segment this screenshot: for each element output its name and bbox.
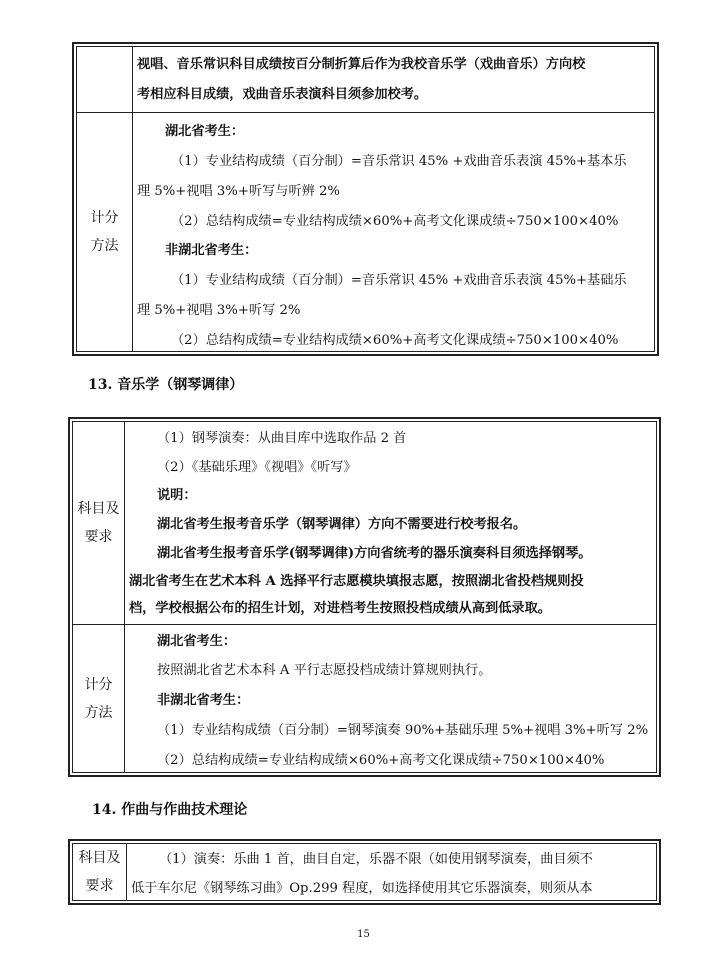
row-label-subjects-requirements bbox=[73, 422, 125, 624]
table-row bbox=[73, 844, 656, 900]
row-label-empty bbox=[77, 47, 133, 112]
row-content bbox=[133, 47, 654, 112]
row-content bbox=[133, 113, 654, 351]
requirement-line: （1）钢琴演奏：从曲目库中选取作品 2 首 bbox=[157, 431, 407, 446]
row-content bbox=[125, 422, 656, 624]
formula-line: （2）总结构成绩=专业结构成绩×60%+高考文化课成绩÷750×100×40% bbox=[157, 753, 605, 768]
subheading-hubei: 湖北省考生： bbox=[165, 124, 245, 139]
table-composition bbox=[68, 839, 661, 905]
rule-line: 按照湖北省艺术本科 A 平行志愿投档成绩计算规则执行。 bbox=[157, 663, 492, 678]
section-heading-13: 13. 音乐学（钢琴调律） bbox=[88, 377, 244, 393]
subheading-hubei: 湖北省考生： bbox=[157, 634, 237, 649]
formula-line: （1）专业结构成绩（百分制）=音乐常识 45% +戏曲音乐表演 45%+基础乐 bbox=[171, 273, 627, 288]
row-label-scoring-method bbox=[77, 113, 133, 351]
table-row bbox=[73, 422, 656, 624]
label-line: 科目及 bbox=[78, 850, 121, 866]
label-line: 计分 bbox=[90, 210, 119, 226]
section-heading-14: 14. 作曲与作曲技术理论 bbox=[92, 802, 248, 818]
requirement-line: （2）《基础乐理》《视唱》《听写》 bbox=[157, 460, 357, 475]
row-label-subjects-requirements bbox=[73, 844, 127, 900]
formula-line: 理 5%+视唱 3%+听写 2% bbox=[137, 303, 301, 318]
note-heading: 说明： bbox=[157, 488, 197, 503]
row-content bbox=[125, 625, 656, 772]
note-line: 湖北省考生报考音乐学（钢琴调律）方向不需要进行校考报名。 bbox=[157, 517, 527, 532]
note-line: 湖北省考生报考音乐学(钢琴调律)方向省统考的器乐演奏科目须选择钢琴。 bbox=[157, 546, 592, 561]
text-line: 视唱、音乐常识科目成绩按百分制折算后作为我校音乐学（戏曲音乐）方向校 bbox=[137, 57, 586, 72]
label-line: 计分 bbox=[84, 676, 113, 693]
table-row bbox=[73, 624, 656, 772]
formula-line: 理 5%+视唱 3%+听写与听辨 2% bbox=[137, 184, 340, 199]
table-row bbox=[77, 47, 654, 112]
table-row bbox=[77, 112, 654, 351]
label-line: 方法 bbox=[90, 238, 119, 254]
label-line: 要求 bbox=[85, 878, 114, 894]
table-piano-tuning bbox=[68, 417, 661, 777]
formula-line: （1）专业结构成绩（百分制）=钢琴演奏 90%+基础乐理 5%+视唱 3%+听写 2% bbox=[157, 723, 649, 738]
row-label-scoring-method bbox=[73, 625, 125, 772]
label-line: 方法 bbox=[84, 704, 113, 721]
page-number: 15 bbox=[357, 929, 370, 940]
formula-line: （1）专业结构成绩（百分制）=音乐常识 45% +戏曲音乐表演 45%+基本乐 bbox=[171, 154, 627, 169]
note-line: 档，学校根据公布的招生计划，对进档考生按照投档成绩从高到低录取。 bbox=[129, 601, 551, 616]
table-drama-music-continued bbox=[72, 42, 659, 356]
requirement-line: （1）演奏：乐曲 1 首，曲目自定，乐器不限（如使用钢琴演奏，曲目须不 bbox=[159, 852, 593, 867]
label-line: 科目及 bbox=[77, 501, 120, 517]
note-line: 湖北省考生在艺术本科 A 选择平行志愿模块填报志愿，按照湖北省投档规则投 bbox=[129, 574, 584, 589]
label-line: 要求 bbox=[84, 529, 113, 545]
subheading-non-hubei: 非湖北省考生： bbox=[157, 693, 250, 708]
row-content bbox=[127, 844, 656, 900]
requirement-line: 低于车尔尼《钢琴练习曲》Op.299 程度，如选择使用其它乐器演奏，则须从本 bbox=[131, 881, 593, 896]
formula-line: （2）总结构成绩=专业结构成绩×60%+高考文化课成绩÷750×100×40% bbox=[171, 214, 619, 229]
text-line: 考相应科目成绩，戏曲音乐表演科目须参加校考。 bbox=[137, 87, 428, 102]
subheading-non-hubei: 非湖北省考生： bbox=[165, 243, 258, 258]
formula-line: （2）总结构成绩=专业结构成绩×60%+高考文化课成绩÷750×100×40% bbox=[171, 333, 619, 348]
